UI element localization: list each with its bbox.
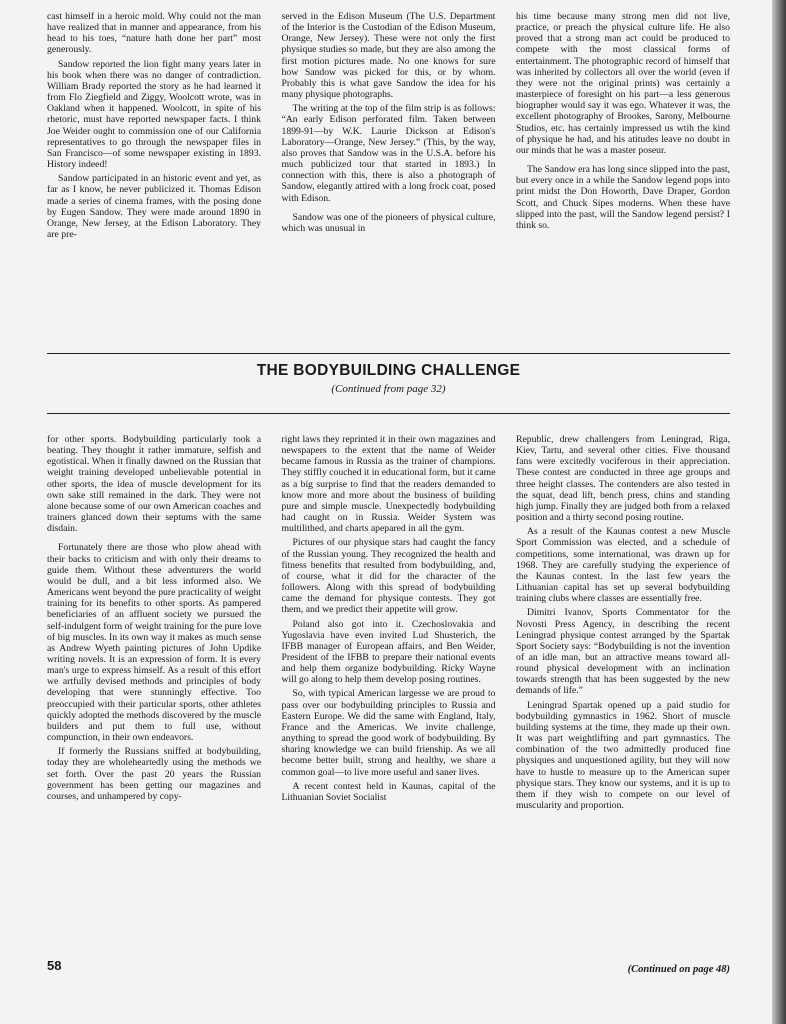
paragraph: Fortunately there are those who plow ahead with their backs to criticism and with only their dreams to guide them. Without these adventurers the world would be dull, and a bit less informed also. We Americans went beyond the pure practicality of weight training for its benefits to other sports. As pampered beneficiaries of an affluent society we pursued the self-indulgent form of weight training for the pure love of big muscles. In its own way it makes as much sense as Andrew Wyeth painting pictures of John Updike writing novels. It is an expression of form. It is every man's urge to express himself. As a result of this effort we artfully devised methods and principles of body developing that were stunningly effective. Too preoccupied with their particular sports, other athletes quickly adopted the methods discovered by the muscle builders and put them to full use, without compunction, in their own endeavors. xyxy=(47,542,261,744)
bottom-column-2 xyxy=(282,434,496,814)
paragraph: As a result of the Kaunas contest a new Muscle Sport Commission was elected, and a schedule of competitions, some international, was drawn up for 1968. They are carefully studying the experience of the Kaunas contest. In the last few years the Lithuanian capital has set up several bodybuilding training clubs where classes are essentially free. xyxy=(516,526,730,605)
paragraph: Sandow reported the lion fight many years later in his book when there was no danger of contradiction. William Brady reported the story as he had learned it from Flo Ziegfield and Ziggy, Woolcott wrote, was in Oakland when it happened. Woolcott, in spite of his rhetoric, must have reported newspaper facts. I think Joe Weider ought to commission one of our California representatives to go through the newspaper files in San Francisco—of some newspaper existing in 1893. History indeed! xyxy=(47,58,261,171)
bottom-column-3 xyxy=(516,434,730,814)
paragraph: If formerly the Russians sniffed at bodybuilding, today they are wholeheartedly using the methods we set forth. Over the past 20 years the Russian government has been getting our magazines and courses, and unhampered by copy- xyxy=(47,746,261,802)
section-title: THE BODYBUILDING CHALLENGE xyxy=(256,362,521,379)
paragraph: A recent contest held in Kaunas, capital of the Lithuanian Soviet Socialist xyxy=(281,780,496,803)
section-subtitle: (Continued from page 32) xyxy=(331,383,446,395)
section-rule-bottom xyxy=(47,413,730,414)
paragraph: Sandow was one of the pioneers of physical culture, which was unusual in xyxy=(281,211,496,234)
binding-shadow xyxy=(772,0,786,1024)
paragraph: Leningrad Spartak opened up a paid studio for bodybuilding gymnastics in 1962. Short of muscle building systems at the time, they made up their own. It was part weightlifting and part gymnastics. The combination of the two admittedly produced fine physiques and unquestioned agility, but they will now have to hustle to measure up to the American super physique stars. They know our systems, and it is up to them if they wish to compete on our level of muscularity and proportion. xyxy=(516,699,730,811)
paragraph: The Sandow era has long since slipped into the past, but every once in a while the Sandow legend pops into print midst the Don Howorth, Dave Draper, Gordon Scott, and Chuck Sipes moderns. When these have slipped into the past, will the Sandow legend persist? I think so. xyxy=(516,164,730,231)
paragraph: for other sports. Bodybuilding particularly took a beating. They thought it rather immature, selfish and egotistical. When it finally dawned on the Russian that weight training developed unbelievable potential in other sports, the idea of muscle development for its own sake still remained in the dark. They were not alone because some of our own American coaches and trainers glanced down their septums with the same disdain. xyxy=(47,434,261,535)
page-number: 58 xyxy=(47,958,62,973)
paragraph: The writing at the top of the film strip is as follows: “An early Edison perforated film. Taken between 1899-91—by W.K. Laurie Dickson at Edison's Laboratory—Orange, New Jersey.” (This, by the way, also proves that Sandow was in the U.S.A. before his much publicized tour that started in 1893.) In connection with this, there is also a photograph of Sandow, elegantly attired with a long frock coat, posed with Edison. xyxy=(281,103,496,204)
paragraph: cast himself in a heroic mold. Why could not the man have realized that in manner and appearance, from his head to his toes, “nature hath done her part” most generously. xyxy=(47,11,261,56)
section-rule-top xyxy=(47,353,730,354)
bottom-column-1 xyxy=(47,434,261,814)
continued-note: (Continued on page 48) xyxy=(627,964,730,975)
paragraph: Dimitri Ivanov, Sports Commentator for the Novosti Press Agency, in describing the recent Leningrad physique contest arranged by the Spartak Sport Society says: “Bodybuilding is not the invention of an idle man, but an attractive means toward all-round physical development with an inclination towards strength that has been suggested by the new demands of life.” xyxy=(516,607,730,697)
paragraph: So, with typical American largesse we are proud to pass over our bodybuilding principles to Russia and Eastern Europe. We did the same with England, Italy, France and the Americas. We invite challenge, anything to spread the good work of bodybuilding. By sharing knowledge we can build frienship. As we all become better built, strong and healthy, we share a common goal—to live more useful and saner lives. xyxy=(281,688,496,778)
paragraph: his time because many strong men did not live, practice, or preach the physical culture life. He also proved that a strong man act could be produced to compete with the most classical forms of entertainment. The photographic record of himself that was inherited by collectors all over the world (even if they were not the original prints) was certainly a masterpiece of foresight on his part—a less generous biographer would say it was ego. Whatever it was, the excellent photography of Brookes, Sarony, Melbourne Studios, etc. has certainly impressed us wtih the kind of physique he had, and his atitudes leave no doubt in our minds that he was a master poseur. xyxy=(516,11,730,156)
top-article-columns xyxy=(47,11,730,243)
paragraph: right laws they reprinted it in their own magazines and newspapers to the extent that the name of Weider became famous in Russia as the trainer of champions. They stiffly couched it in educational form, but it came as a big surprise to find that the readers demanded to know more and more about the business of building pure and simple muscle. Unexpectedly bodybuilding had caught on in Russia. Weider System was multilithed, and charts apepared in all the gym. xyxy=(281,434,496,535)
top-column-1 xyxy=(47,11,261,243)
top-column-3 xyxy=(516,11,730,243)
section-header xyxy=(47,362,730,395)
paragraph: Republic, drew challengers from Leningrad, Riga, Kiev, Tartu, and several other cities. Five thousand fans were excitedly vociferous in their appreciation. These contest are conducted in three age groups and three height classes. The contenders are also tested in the squat, dead lift, bench press, chins and standing high jump. Finally they are judged both from a relaxed position and a thirty second posing routine. xyxy=(516,434,730,524)
paragraph: Sandow participated in an historic event and yet, as far as I know, he never publicized it. Thomas Edison made a series of cinema frames, with the posing done by Eugen Sandow. They were made around 1890 in Orange, New Jersey, at the Edison Laboratory. They are pre- xyxy=(47,173,261,240)
paragraph: Poland also got into it. Czechoslovakia and Yugoslavia have even invited Lud Shusterich, the IFBB manager of European affairs, and Ben Weider, President of the IFBB to prepare their national events and help them organize bodybuilding. Ricky Wayne will go along to help them develop posing routines. xyxy=(281,618,496,686)
top-column-2 xyxy=(282,11,496,243)
paragraph: Pictures of our physique stars had caught the fancy of the Russian young. They recognized the health and fitness benefits that resulted from bodybuilding, and, of course, what it did for the character of the followers. Along with this spread of bodybuilding came the demand for physique contests. They got them, and we predict their appetite will grow. xyxy=(281,537,496,616)
paragraph: served in the Edison Museum (The U.S. Department of the Interior is the Custodian of the Edison Museum, Orange, New Jersey). These were not only the first physique studies so made, but they are also among the first motion pictures made. No one knows for sure how Sandow was picked for this, or by whom. Probably this is what gave Sandow the idea for his many physique photographs. xyxy=(281,11,496,101)
bottom-article-columns xyxy=(47,434,730,814)
